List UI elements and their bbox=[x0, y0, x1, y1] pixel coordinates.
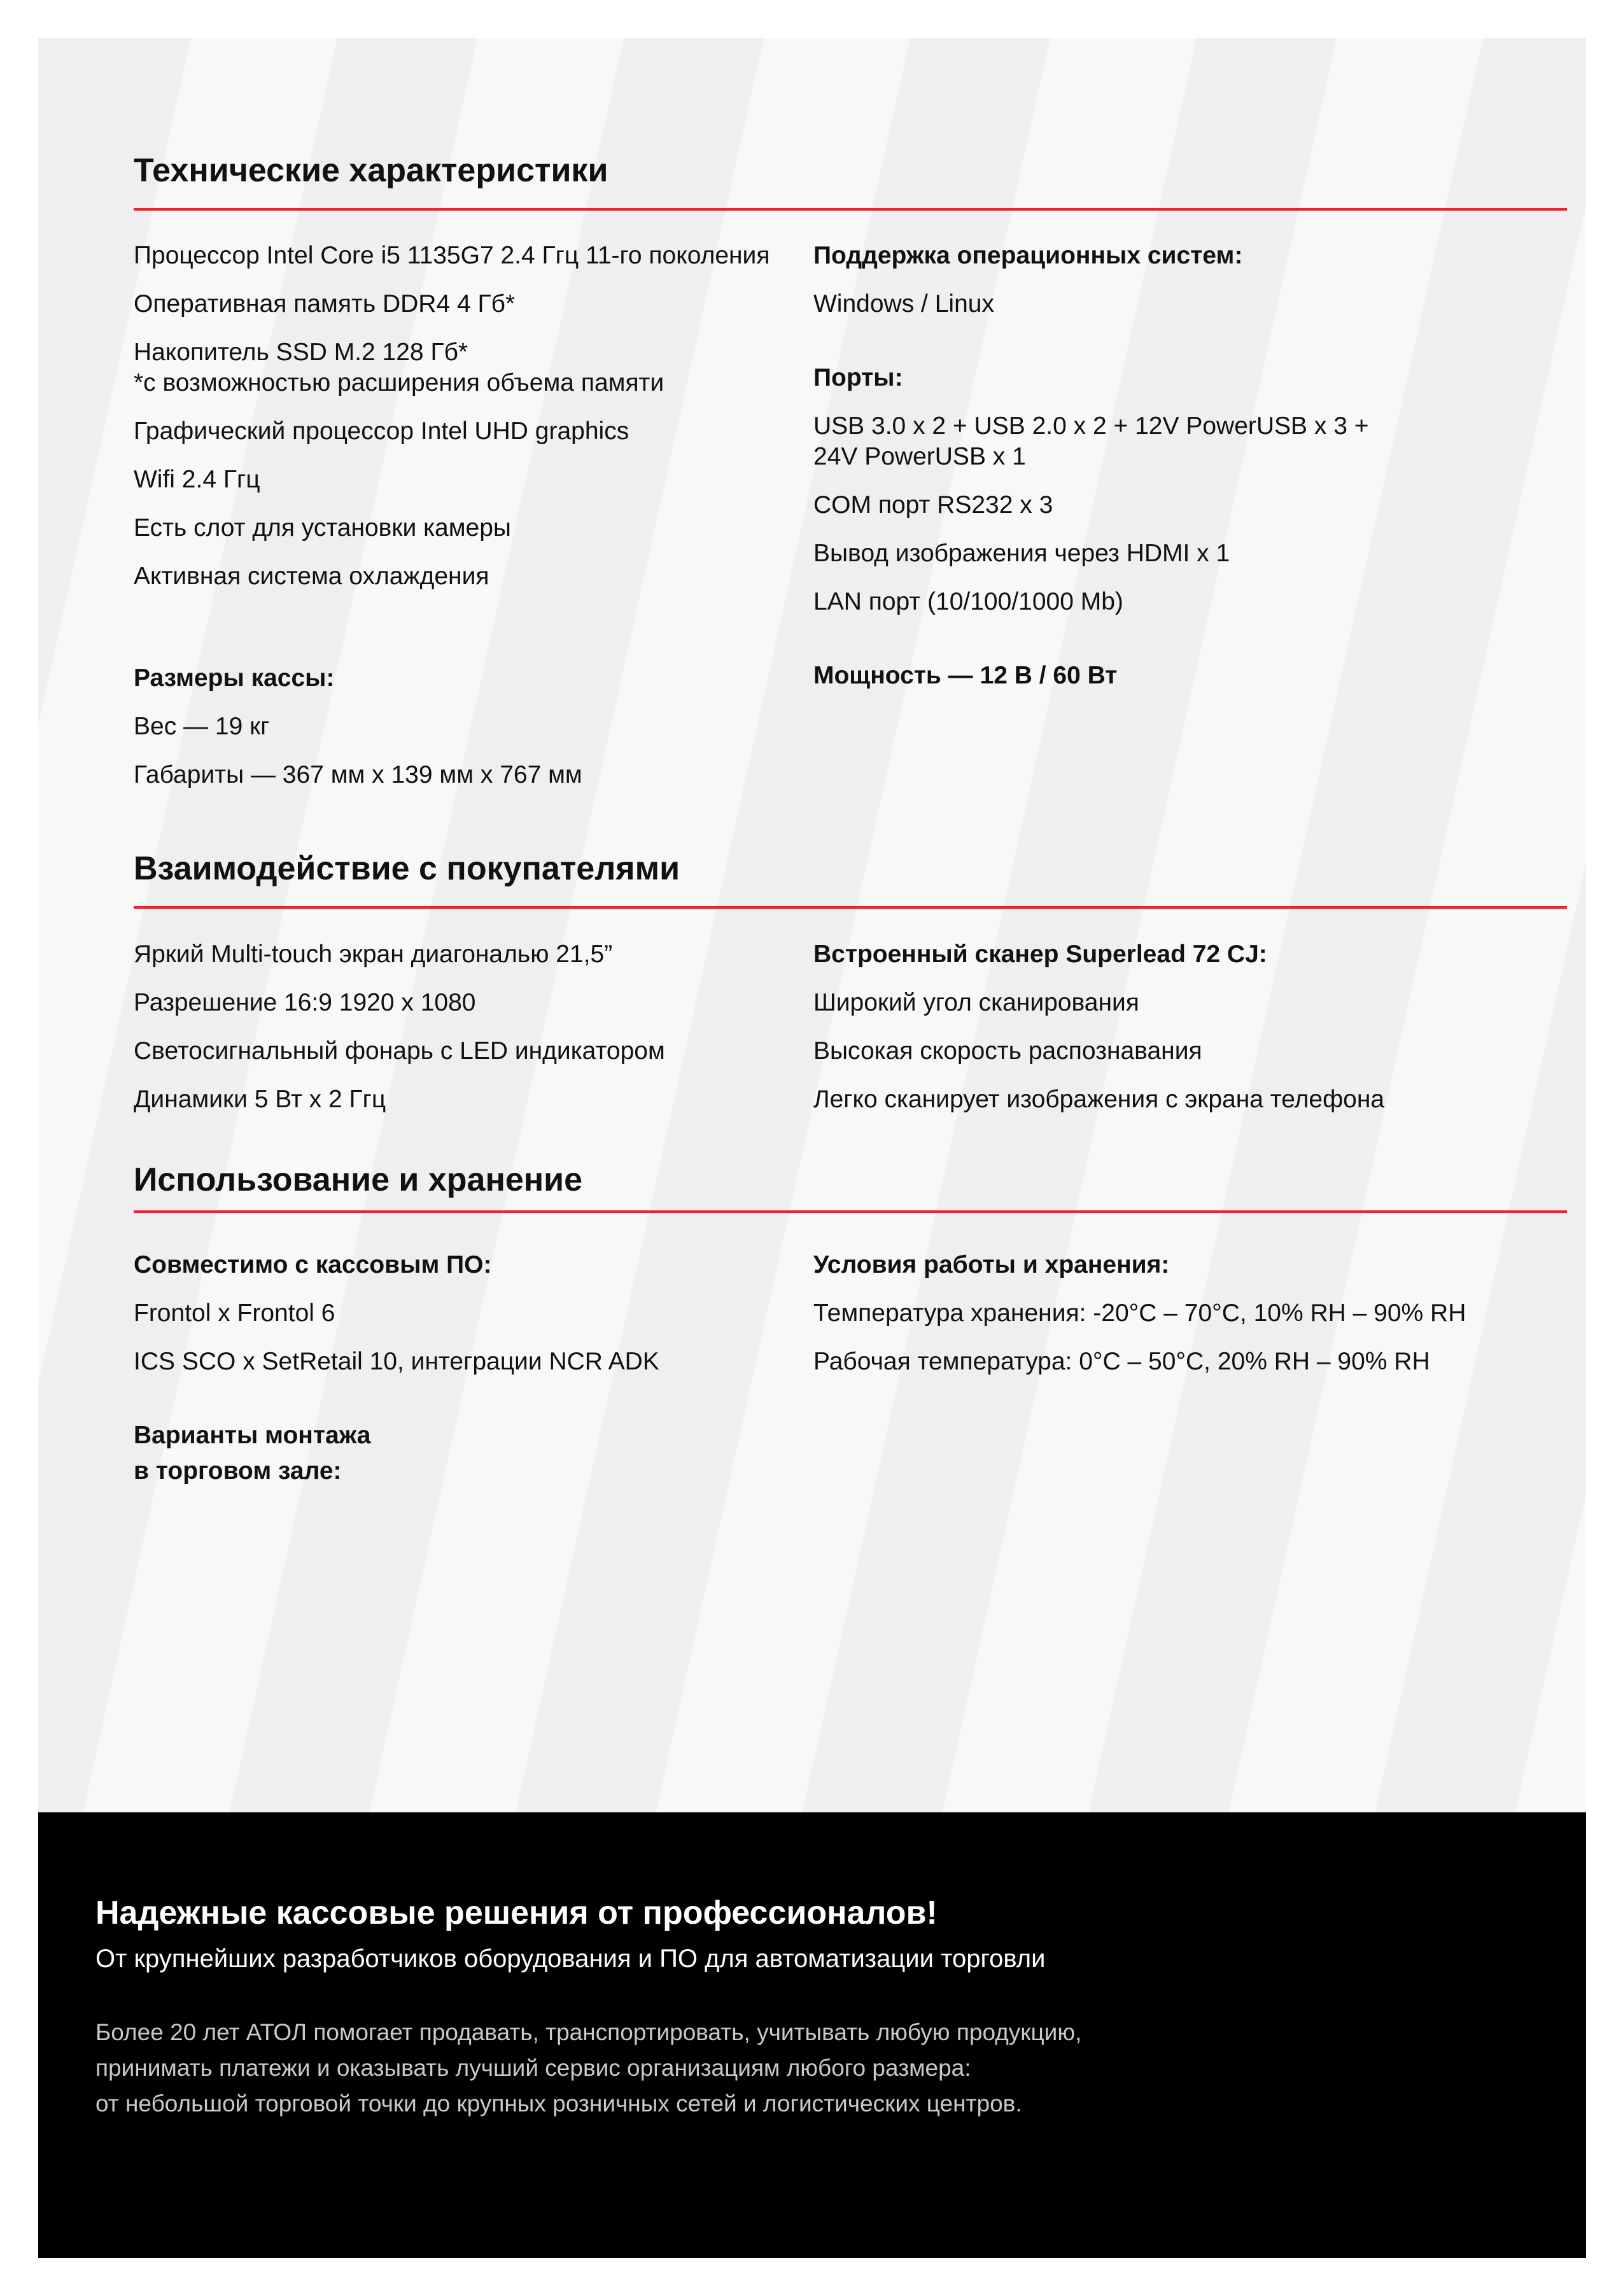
led-lamp-spec: Светосигнальный фонарь с LED индикатором bbox=[134, 1037, 665, 1065]
spec-gpu: Графический процессор Intel UHD graphics bbox=[134, 417, 629, 445]
scanner-speed: Высокая скорость распознавания bbox=[813, 1037, 1202, 1065]
ports-lan: LAN порт (10/100/1000 Mb) bbox=[813, 588, 1123, 615]
os-value: Windows / Linux bbox=[813, 290, 994, 318]
screen-spec: Яркий Multi-touch экран диагональю 21,5” bbox=[134, 941, 613, 968]
section-title-usage: Использование и хранение bbox=[134, 1161, 583, 1198]
section-rule-usage bbox=[134, 1210, 1567, 1213]
section-title-specs: Технические характеристики bbox=[134, 152, 608, 189]
ports-com: COM порт RS232 x 3 bbox=[813, 491, 1053, 519]
spec-cooling: Активная система охлаждения bbox=[134, 563, 489, 590]
ports-usb: USB 3.0 x 2 + USB 2.0 x 2 + 12V PowerUSB x 3 + bbox=[813, 412, 1369, 440]
ports-heading: Порты: bbox=[813, 364, 903, 391]
software-frontol: Frontol x Frontol 6 bbox=[134, 1299, 335, 1327]
operating-temperature: Рабочая температура: 0°C – 50°C, 20% RH – 90% RH bbox=[813, 1348, 1430, 1375]
footer-subtitle: От крупнейших разработчиков оборудования и ПО для автоматизации торговли bbox=[95, 1945, 1046, 1973]
section-rule-interaction bbox=[134, 906, 1567, 909]
spec-camera-slot: Есть слот для установки камеры bbox=[134, 514, 511, 542]
spec-size: Габариты — 367 мм х 139 мм х 767 мм bbox=[134, 761, 582, 788]
spec-weight: Вес — 19 кг bbox=[134, 713, 270, 740]
software-heading: Совместимо с кассовым ПО: bbox=[134, 1251, 492, 1278]
dimensions-heading: Размеры кассы: bbox=[134, 664, 335, 692]
scanner-phone: Легко сканирует изображения с экрана телефона bbox=[813, 1086, 1385, 1113]
conditions-heading: Условия работы и хранения: bbox=[813, 1251, 1170, 1278]
scanner-angle: Широкий угол сканирования bbox=[813, 989, 1139, 1016]
footer-body-line: Более 20 лет АТОЛ помогает продавать, транспортировать, учитывать любую продукцию, bbox=[95, 2019, 1082, 2045]
scanner-heading: Встроенный сканер Superlead 72 CJ: bbox=[813, 941, 1267, 968]
mounting-heading-line1: Варианты монтажа bbox=[134, 1422, 371, 1449]
footer-title: Надежные кассовые решения от профессионалов! bbox=[95, 1894, 938, 1931]
os-heading: Поддержка операционных систем: bbox=[813, 242, 1243, 269]
footer-banner bbox=[38, 1812, 1586, 2258]
spec-ssd: Накопитель SSD M.2 128 Гб* bbox=[134, 339, 468, 366]
section-rule-specs bbox=[134, 208, 1567, 211]
content-sheet bbox=[38, 38, 1586, 1814]
spec-wifi: Wifi 2.4 Ггц bbox=[134, 466, 260, 493]
spec-ram: Оперативная память DDR4 4 Гб* bbox=[134, 290, 516, 318]
storage-temperature: Температура хранения: -20°C – 70°C, 10% RH – 90% RH bbox=[813, 1299, 1466, 1327]
footer-body bbox=[95, 2015, 1081, 2122]
footer-body-line: от небольшой торговой точки до крупных розничных сетей и логистических центров. bbox=[95, 2090, 1022, 2117]
ports-hdmi: Вывод изображения через HDMI x 1 bbox=[813, 540, 1230, 567]
mounting-heading-line2: в торговом зале: bbox=[134, 1457, 342, 1485]
speakers-spec: Динамики 5 Вт х 2 Ггц bbox=[134, 1086, 386, 1113]
power-spec: Мощность — 12 В / 60 Вт bbox=[813, 662, 1118, 689]
ports-usb-cont: 24V PowerUSB x 1 bbox=[813, 443, 1026, 470]
resolution-spec: Разрешение 16:9 1920 x 1080 bbox=[134, 989, 476, 1016]
spec-ssd-note: *с возможностью расширения объема памяти bbox=[134, 369, 664, 396]
spec-cpu: Процессор Intel Core i5 1135G7 2.4 Ггц 11-го поколения bbox=[134, 242, 770, 269]
footer-body-line: принимать платежи и оказывать лучший сервис организациям любого размера: bbox=[95, 2055, 971, 2081]
section-title-interaction: Взаимодействие с покупателями bbox=[134, 850, 680, 887]
software-ics: ICS SCO x SetRetail 10, интеграции NCR ADK bbox=[134, 1348, 659, 1375]
